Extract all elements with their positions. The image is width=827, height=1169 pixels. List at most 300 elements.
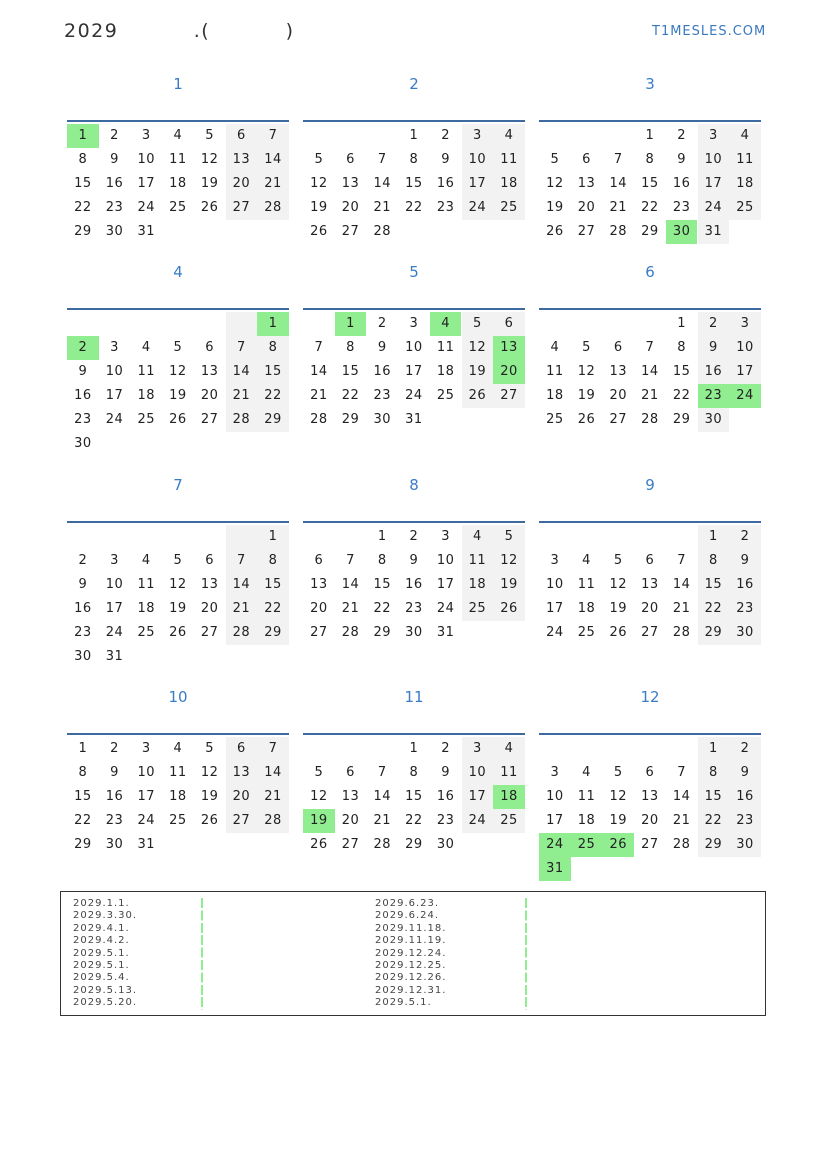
day-cell[interactable]: 28 [257,809,289,833]
day-cell[interactable]: 23 [698,384,730,408]
day-cell[interactable]: 20 [200,601,219,616]
day-cell[interactable]: 5 [205,128,215,143]
day-cell[interactable]: 6 [314,553,324,568]
day-cell[interactable]: 10 [546,577,564,592]
day-cell[interactable]: 24 [137,200,155,215]
day-cell[interactable]: 2 [698,312,730,336]
day-cell[interactable]: 19 [546,200,564,215]
day-cell[interactable]: 20 [310,601,328,616]
day-cell[interactable]: 19 [169,388,187,403]
day-cell[interactable]: 3 [110,553,119,568]
day-cell[interactable]: 29 [698,621,730,645]
day-cell[interactable]: 11 [462,549,494,573]
day-cell[interactable]: 8 [698,549,730,573]
day-cell[interactable]: 19 [493,573,525,597]
day-cell[interactable]: 26 [310,837,328,852]
day-cell[interactable]: 29 [341,412,360,427]
day-cell[interactable]: 8 [409,765,419,780]
day-cell[interactable]: 17 [546,601,564,616]
day-cell[interactable]: 17 [137,789,155,804]
day-cell[interactable]: 30 [105,837,124,852]
day-cell[interactable]: 14 [672,577,691,592]
day-cell[interactable]: 24 [546,625,564,640]
day-cell[interactable]: 2 [441,741,451,756]
day-cell[interactable]: 4 [430,312,462,336]
day-cell[interactable]: 28 [373,224,391,239]
day-cell[interactable]: 15 [672,364,691,379]
day-cell[interactable]: 12 [577,364,596,379]
day-cell[interactable]: 4 [493,124,525,148]
day-cell[interactable]: 20 [641,813,659,828]
day-cell[interactable]: 30 [729,621,761,645]
day-cell[interactable]: 7 [314,340,324,355]
day-cell[interactable]: 13 [493,336,525,360]
day-cell[interactable]: 16 [672,176,691,191]
day-cell[interactable]: 20 [341,813,360,828]
day-cell[interactable]: 13 [641,789,659,804]
day-cell[interactable]: 10 [436,553,455,568]
day-cell[interactable]: 22 [341,388,360,403]
day-cell[interactable]: 12 [546,176,564,191]
day-cell[interactable]: 23 [436,813,455,828]
day-cell[interactable]: 13 [310,577,328,592]
day-cell[interactable]: 19 [169,601,187,616]
day-cell[interactable]: 12 [169,364,187,379]
day-cell[interactable]: 7 [257,737,289,761]
day-cell[interactable]: 23 [74,625,92,640]
day-cell[interactable]: 2 [78,553,88,568]
day-cell[interactable]: 10 [137,152,155,167]
day-cell[interactable]: 6 [645,765,655,780]
day-cell[interactable]: 9 [110,152,119,167]
day-cell[interactable]: 29 [373,625,391,640]
day-cell[interactable]: 4 [493,737,525,761]
day-cell[interactable]: 15 [74,789,92,804]
day-cell[interactable]: 1 [257,525,289,549]
day-cell[interactable]: 25 [729,196,761,220]
day-cell[interactable]: 5 [314,765,324,780]
day-cell[interactable]: 8 [377,553,387,568]
day-cell[interactable]: 6 [205,340,215,355]
day-cell[interactable]: 27 [609,412,627,427]
day-cell[interactable]: 26 [169,412,187,427]
day-cell[interactable]: 9 [377,340,387,355]
day-cell[interactable]: 26 [546,224,564,239]
day-cell[interactable]: 7 [346,553,355,568]
day-cell[interactable]: 5 [205,741,215,756]
day-cell[interactable]: 27 [226,809,258,833]
day-cell[interactable]: 21 [641,388,659,403]
day-cell[interactable]: 9 [677,152,687,167]
day-cell[interactable]: 30 [405,625,423,640]
day-cell[interactable]: 1 [335,312,367,336]
day-cell[interactable]: 25 [462,597,494,621]
day-cell[interactable]: 17 [698,172,730,196]
day-cell[interactable]: 28 [341,625,360,640]
day-cell[interactable]: 4 [173,741,183,756]
day-cell[interactable]: 8 [645,152,655,167]
day-cell[interactable]: 1 [698,525,730,549]
day-cell[interactable]: 27 [341,837,360,852]
day-cell[interactable]: 6 [645,553,655,568]
day-cell[interactable]: 27 [310,625,328,640]
day-cell[interactable]: 21 [226,384,258,408]
day-cell[interactable]: 26 [200,813,219,828]
day-cell[interactable]: 25 [137,412,155,427]
day-cell[interactable]: 13 [226,761,258,785]
day-cell[interactable]: 17 [405,364,423,379]
day-cell[interactable]: 28 [257,196,289,220]
day-cell[interactable]: 12 [310,176,328,191]
day-cell[interactable]: 19 [609,813,627,828]
day-cell[interactable]: 9 [698,336,730,360]
day-cell[interactable]: 5 [314,152,324,167]
day-cell[interactable]: 2 [441,128,451,143]
day-cell[interactable]: 7 [257,124,289,148]
day-cell[interactable]: 23 [672,200,691,215]
day-cell[interactable]: 13 [200,577,219,592]
day-cell[interactable]: 2 [729,525,761,549]
day-cell[interactable]: 13 [200,364,219,379]
day-cell[interactable]: 10 [405,340,423,355]
day-cell[interactable]: 11 [169,765,187,780]
day-cell[interactable]: 12 [493,549,525,573]
day-cell[interactable]: 30 [74,436,92,451]
day-cell[interactable]: 4 [141,553,151,568]
day-cell[interactable]: 31 [137,224,155,239]
day-cell[interactable]: 24 [105,625,124,640]
day-cell[interactable]: 16 [698,360,730,384]
day-cell[interactable]: 18 [577,813,596,828]
day-cell[interactable]: 23 [405,601,423,616]
day-cell[interactable]: 7 [377,152,387,167]
day-cell[interactable]: 22 [74,200,92,215]
day-cell[interactable]: 24 [436,601,455,616]
day-cell[interactable]: 12 [200,152,219,167]
day-cell[interactable]: 22 [641,200,659,215]
day-cell[interactable]: 4 [729,124,761,148]
day-cell[interactable]: 22 [257,597,289,621]
day-cell[interactable]: 8 [257,336,289,360]
day-cell[interactable]: 14 [257,148,289,172]
day-cell[interactable]: 26 [493,597,525,621]
day-cell[interactable]: 6 [493,312,525,336]
day-cell[interactable]: 5 [173,553,183,568]
day-cell[interactable]: 27 [641,837,659,852]
day-cell[interactable]: 20 [577,200,596,215]
day-cell[interactable]: 11 [137,577,155,592]
day-cell[interactable]: 30 [729,833,761,857]
day-cell[interactable]: 29 [672,412,691,427]
day-cell[interactable]: 14 [226,360,258,384]
day-cell[interactable]: 7 [377,765,387,780]
day-cell[interactable]: 16 [436,789,455,804]
day-cell[interactable]: 5 [493,525,525,549]
day-cell[interactable]: 3 [141,741,151,756]
day-cell[interactable]: 18 [729,172,761,196]
day-cell[interactable]: 30 [436,837,455,852]
day-cell[interactable]: 13 [341,176,360,191]
day-cell[interactable]: 5 [173,340,183,355]
day-cell[interactable]: 6 [226,737,258,761]
day-cell[interactable]: 29 [74,224,92,239]
day-cell[interactable]: 26 [200,200,219,215]
day-cell[interactable]: 25 [493,196,525,220]
day-cell[interactable]: 16 [405,577,423,592]
day-cell[interactable]: 15 [641,176,659,191]
day-cell[interactable]: 14 [609,176,627,191]
day-cell[interactable]: 3 [698,124,730,148]
day-cell[interactable]: 15 [698,785,730,809]
day-cell[interactable]: 9 [441,152,451,167]
day-cell[interactable]: 30 [698,408,730,432]
day-cell[interactable]: 23 [373,388,391,403]
day-cell[interactable]: 2 [377,316,387,331]
day-cell[interactable]: 18 [436,364,455,379]
day-cell[interactable]: 24 [539,833,571,857]
day-cell[interactable]: 16 [74,601,92,616]
day-cell[interactable]: 21 [373,200,391,215]
day-cell[interactable]: 24 [462,809,494,833]
day-cell[interactable]: 26 [462,384,494,408]
day-cell[interactable]: 4 [173,128,183,143]
day-cell[interactable]: 6 [582,152,591,167]
day-cell[interactable]: 3 [110,340,119,355]
day-cell[interactable]: 29 [74,837,92,852]
day-cell[interactable]: 4 [141,340,151,355]
day-cell[interactable]: 13 [609,364,627,379]
day-cell[interactable]: 16 [729,785,761,809]
day-cell[interactable]: 8 [78,765,88,780]
day-cell[interactable]: 11 [546,364,564,379]
day-cell[interactable]: 23 [105,813,124,828]
day-cell[interactable]: 25 [137,625,155,640]
day-cell[interactable]: 18 [577,601,596,616]
day-cell[interactable]: 8 [78,152,88,167]
day-cell[interactable]: 23 [74,412,92,427]
day-cell[interactable]: 17 [105,388,124,403]
day-cell[interactable]: 4 [462,525,494,549]
day-cell[interactable]: 30 [74,649,92,664]
day-cell[interactable]: 24 [698,196,730,220]
day-cell[interactable]: 31 [405,412,423,427]
day-cell[interactable]: 10 [462,148,494,172]
day-cell[interactable]: 2 [67,336,99,360]
day-cell[interactable]: 23 [729,597,761,621]
day-cell[interactable]: 4 [582,553,591,568]
day-cell[interactable]: 20 [609,388,627,403]
day-cell[interactable]: 14 [373,176,391,191]
day-cell[interactable]: 9 [409,553,419,568]
day-cell[interactable]: 22 [257,384,289,408]
day-cell[interactable]: 11 [493,761,525,785]
day-cell[interactable]: 20 [226,172,258,196]
day-cell[interactable]: 19 [462,360,494,384]
day-cell[interactable]: 17 [729,360,761,384]
day-cell[interactable]: 27 [341,224,360,239]
day-cell[interactable]: 30 [666,220,698,244]
day-cell[interactable]: 17 [546,813,564,828]
day-cell[interactable]: 19 [310,200,328,215]
day-cell[interactable]: 15 [373,577,391,592]
day-cell[interactable]: 18 [169,176,187,191]
day-cell[interactable]: 3 [550,765,560,780]
day-cell[interactable]: 6 [346,152,355,167]
day-cell[interactable]: 25 [436,388,455,403]
day-cell[interactable]: 11 [577,577,596,592]
day-cell[interactable]: 14 [310,364,328,379]
day-cell[interactable]: 28 [226,408,258,432]
day-cell[interactable]: 11 [137,364,155,379]
day-cell[interactable]: 9 [78,364,88,379]
day-cell[interactable]: 1 [67,124,99,148]
day-cell[interactable]: 31 [436,625,455,640]
day-cell[interactable]: 28 [672,837,691,852]
day-cell[interactable]: 21 [672,813,691,828]
day-cell[interactable]: 3 [550,553,560,568]
day-cell[interactable]: 31 [539,857,571,881]
day-cell[interactable]: 18 [546,388,564,403]
day-cell[interactable]: 27 [200,412,219,427]
day-cell[interactable]: 28 [310,412,328,427]
day-cell[interactable]: 18 [169,789,187,804]
day-cell[interactable]: 12 [310,789,328,804]
day-cell[interactable]: 11 [169,152,187,167]
day-cell[interactable]: 27 [200,625,219,640]
day-cell[interactable]: 11 [493,148,525,172]
day-cell[interactable]: 2 [729,737,761,761]
day-cell[interactable]: 15 [698,573,730,597]
day-cell[interactable]: 14 [373,789,391,804]
day-cell[interactable]: 10 [729,336,761,360]
day-cell[interactable]: 29 [641,224,659,239]
day-cell[interactable]: 16 [74,388,92,403]
day-cell[interactable]: 23 [105,200,124,215]
day-cell[interactable]: 4 [550,340,560,355]
day-cell[interactable]: 17 [105,601,124,616]
day-cell[interactable]: 29 [257,408,289,432]
day-cell[interactable]: 23 [729,809,761,833]
day-cell[interactable]: 19 [200,789,219,804]
day-cell[interactable]: 12 [462,336,494,360]
day-cell[interactable]: 14 [226,573,258,597]
day-cell[interactable]: 24 [405,388,423,403]
day-cell[interactable]: 3 [729,312,761,336]
day-cell[interactable]: 10 [105,577,124,592]
day-cell[interactable]: 29 [698,833,730,857]
day-cell[interactable]: 26 [609,625,627,640]
day-cell[interactable]: 20 [200,388,219,403]
day-cell[interactable]: 25 [577,625,596,640]
day-cell[interactable]: 31 [137,837,155,852]
day-cell[interactable]: 17 [137,176,155,191]
day-cell[interactable]: 19 [200,176,219,191]
day-cell[interactable]: 22 [373,601,391,616]
day-cell[interactable]: 7 [677,553,687,568]
day-cell[interactable]: 20 [226,785,258,809]
day-cell[interactable]: 1 [698,737,730,761]
day-cell[interactable]: 1 [409,128,419,143]
day-cell[interactable]: 9 [110,765,119,780]
day-cell[interactable]: 22 [698,809,730,833]
day-cell[interactable]: 1 [377,529,387,544]
day-cell[interactable]: 18 [137,388,155,403]
day-cell[interactable]: 24 [137,813,155,828]
day-cell[interactable]: 11 [577,789,596,804]
day-cell[interactable]: 2 [409,529,419,544]
day-cell[interactable]: 5 [550,152,560,167]
day-cell[interactable]: 18 [493,785,525,809]
day-cell[interactable]: 3 [441,529,451,544]
day-cell[interactable]: 20 [493,360,525,384]
day-cell[interactable]: 8 [257,549,289,573]
day-cell[interactable]: 3 [409,316,419,331]
day-cell[interactable]: 25 [169,813,187,828]
day-cell[interactable]: 17 [462,785,494,809]
day-cell[interactable]: 10 [546,789,564,804]
day-cell[interactable]: 19 [609,601,627,616]
day-cell[interactable]: 3 [462,124,494,148]
day-cell[interactable]: 7 [613,152,623,167]
day-cell[interactable]: 29 [257,621,289,645]
day-cell[interactable]: 27 [641,625,659,640]
day-cell[interactable]: 17 [462,172,494,196]
day-cell[interactable]: 11 [729,148,761,172]
day-cell[interactable]: 24 [462,196,494,220]
day-cell[interactable]: 13 [577,176,596,191]
day-cell[interactable]: 28 [609,224,627,239]
day-cell[interactable]: 26 [169,625,187,640]
day-cell[interactable]: 16 [373,364,391,379]
day-cell[interactable]: 7 [677,765,687,780]
day-cell[interactable]: 21 [373,813,391,828]
day-cell[interactable]: 12 [169,577,187,592]
day-cell[interactable]: 21 [672,601,691,616]
day-cell[interactable]: 22 [698,597,730,621]
day-cell[interactable]: 12 [200,765,219,780]
day-cell[interactable]: 26 [602,833,634,857]
day-cell[interactable]: 14 [641,364,659,379]
day-cell[interactable]: 30 [105,224,124,239]
day-cell[interactable]: 20 [641,601,659,616]
day-cell[interactable]: 9 [729,761,761,785]
day-cell[interactable]: 28 [672,625,691,640]
day-cell[interactable]: 8 [677,340,687,355]
day-cell[interactable]: 9 [78,577,88,592]
day-cell[interactable]: 25 [493,809,525,833]
day-cell[interactable]: 22 [672,388,691,403]
day-cell[interactable]: 1 [645,128,655,143]
day-cell[interactable]: 16 [436,176,455,191]
day-cell[interactable]: 16 [105,176,124,191]
day-cell[interactable]: 22 [405,200,423,215]
day-cell[interactable]: 19 [303,809,335,833]
day-cell[interactable]: 16 [105,789,124,804]
day-cell[interactable]: 13 [341,789,360,804]
day-cell[interactable]: 15 [405,176,423,191]
day-cell[interactable]: 3 [141,128,151,143]
day-cell[interactable]: 6 [226,124,258,148]
day-cell[interactable]: 5 [582,340,591,355]
day-cell[interactable]: 13 [641,577,659,592]
day-cell[interactable]: 21 [226,597,258,621]
day-cell[interactable]: 25 [571,833,603,857]
day-cell[interactable]: 2 [110,741,119,756]
day-cell[interactable]: 6 [346,765,355,780]
day-cell[interactable]: 1 [409,741,419,756]
day-cell[interactable]: 12 [609,789,627,804]
day-cell[interactable]: 10 [105,364,124,379]
